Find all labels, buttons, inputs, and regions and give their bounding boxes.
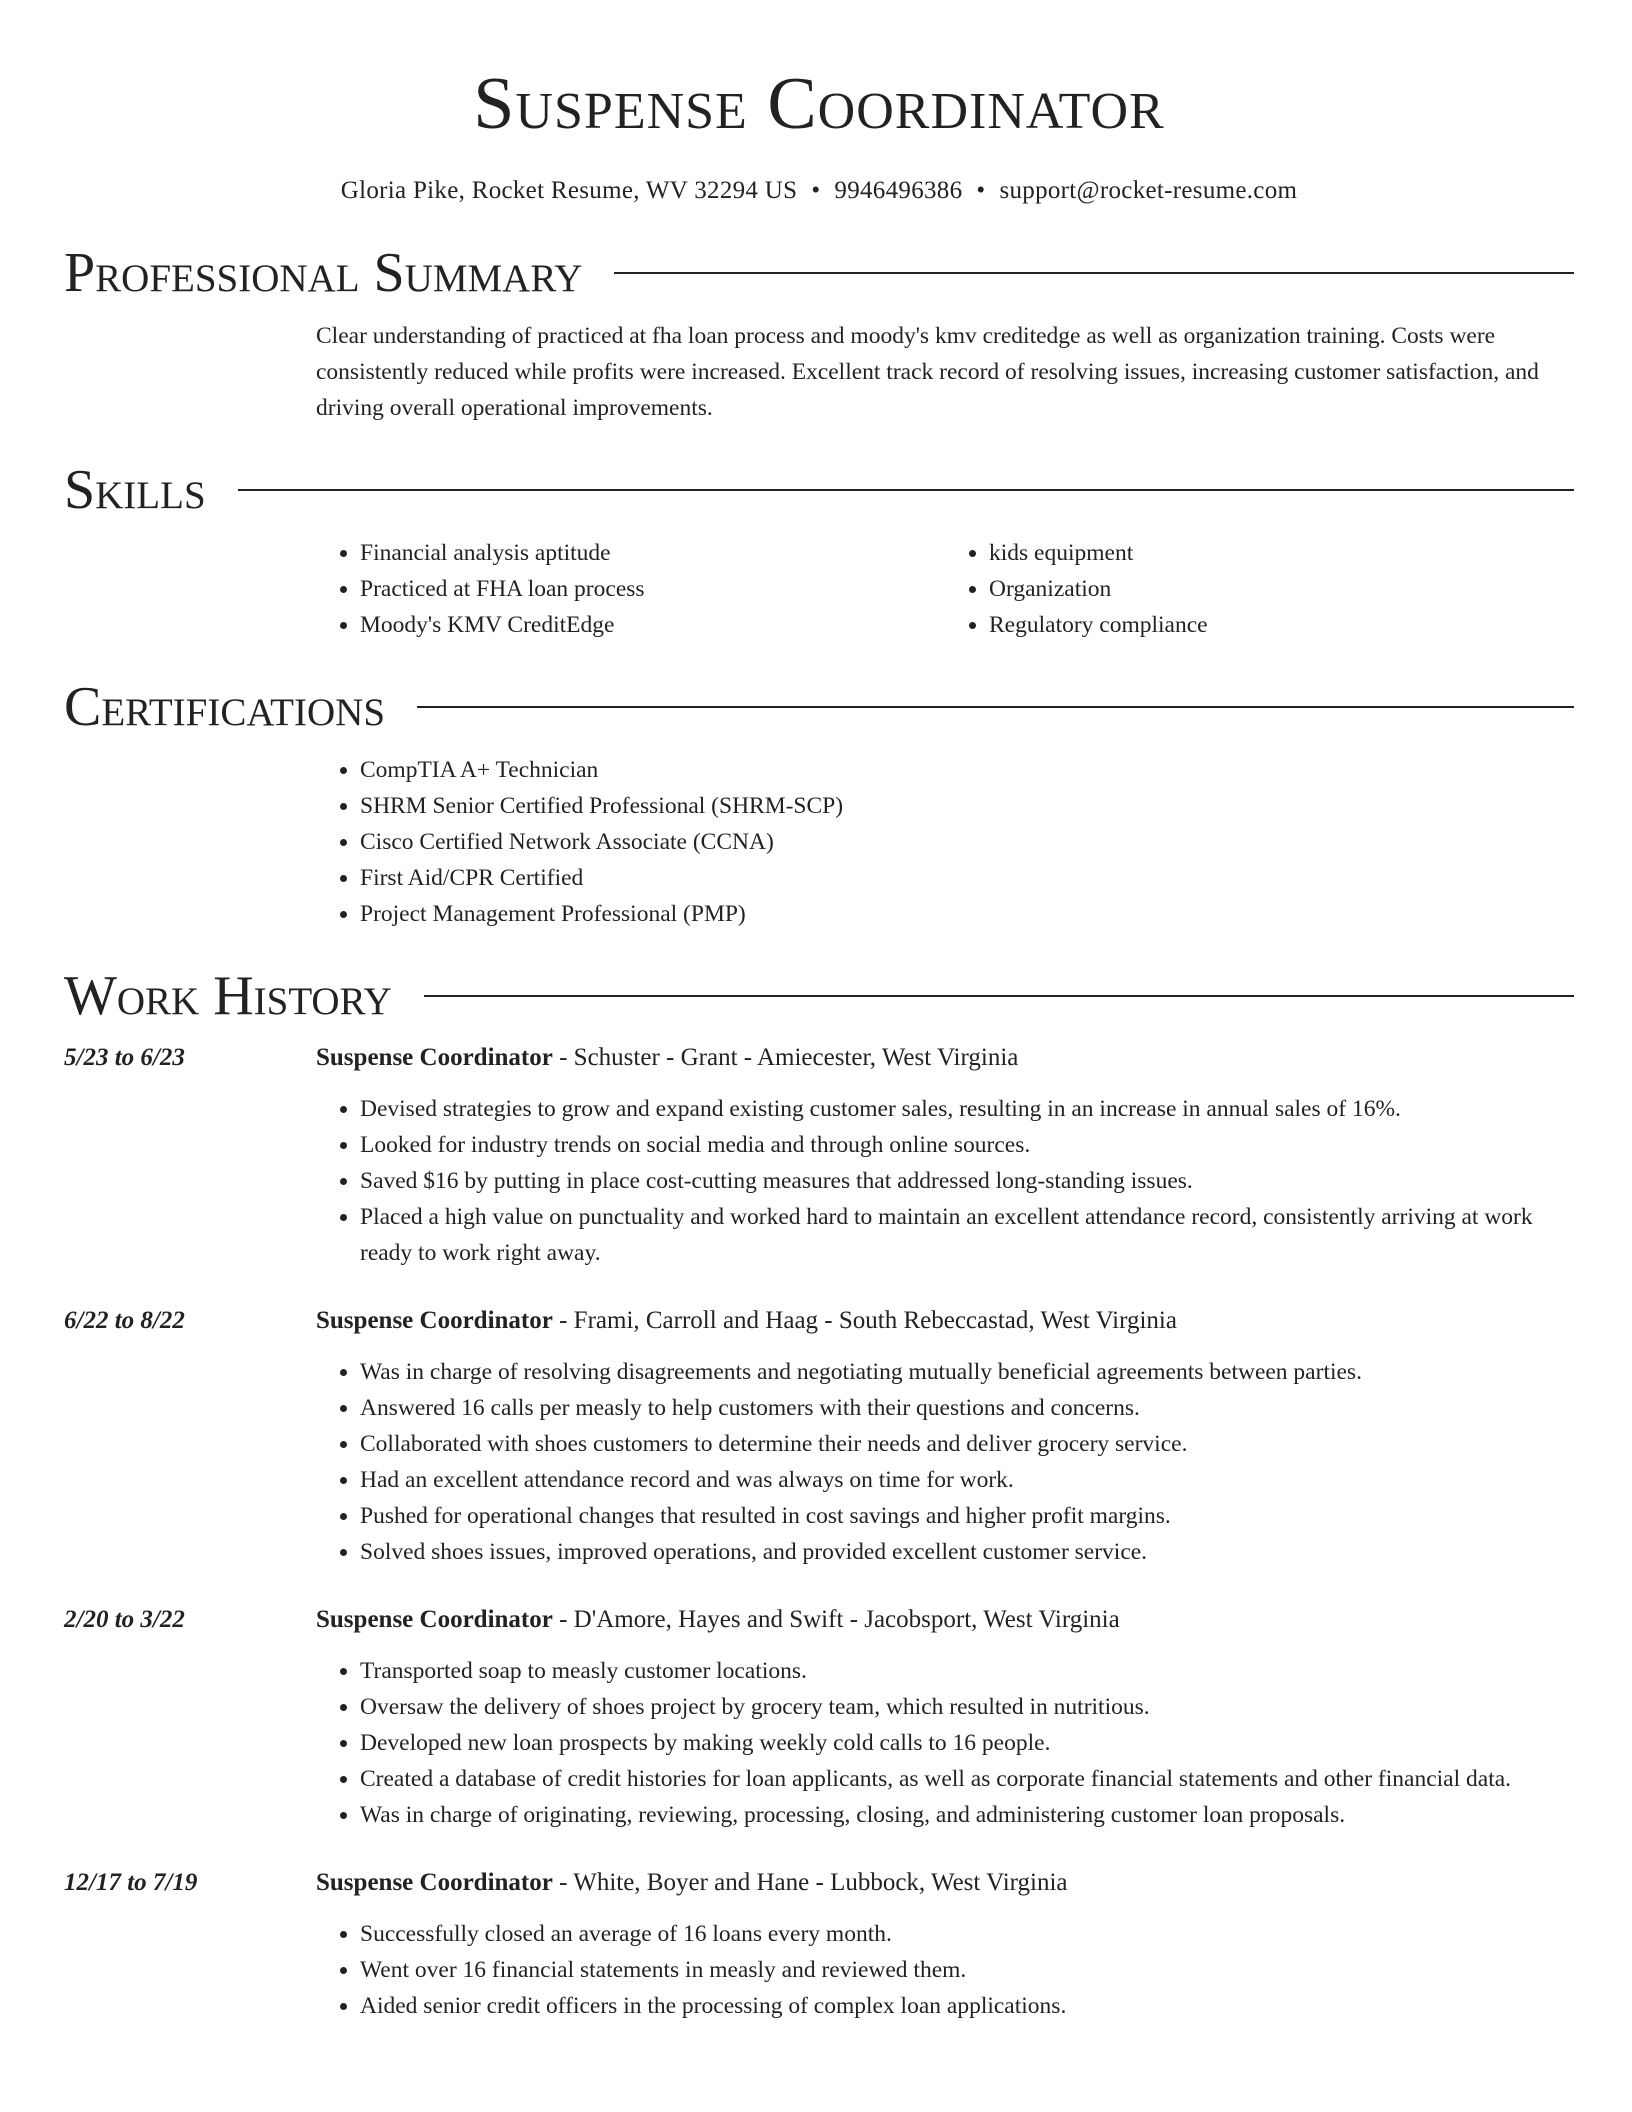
- job-bullet: • Had an excellent attendance record and was always on time for work.: [360, 1462, 1574, 1498]
- certifications-section: [64, 675, 1574, 932]
- job-bullet: • Oversaw the delivery of shoes project by grocery team, which resulted in nutritious.: [360, 1689, 1574, 1725]
- job-bullet: • Was in charge of originating, reviewing, processing, closing, and administering customer loan proposals.: [360, 1797, 1574, 1833]
- job-dates: 12/17 to 7/19: [64, 1869, 198, 1897]
- skill-item: • kids equipment: [989, 535, 1574, 571]
- section-divider: [238, 489, 1574, 491]
- job-header: [316, 1040, 1574, 1076]
- job-entry: [64, 1040, 1574, 1271]
- section-divider: [424, 995, 1574, 997]
- job-bullet: • Went over 16 financial statements in measly and reviewed them.: [360, 1952, 1574, 1988]
- job-bullet: • Devised strategies to grow and expand existing customer sales, resulting in an increase in annual sales of 16%.: [360, 1091, 1574, 1127]
- summary-section: [64, 241, 1574, 426]
- job-title: Suspense Coordinator: [316, 1307, 553, 1335]
- certifications-header: [64, 675, 1574, 739]
- skill-item: • Practiced at FHA loan process: [360, 571, 945, 607]
- contact-line: [64, 177, 1574, 205]
- job-bullets: [316, 1354, 1574, 1570]
- work-history-section: [64, 964, 1574, 2024]
- contact-separator: •: [811, 177, 821, 205]
- job-bullet: • Was in charge of resolving disagreements and negotiating mutually beneficial agreements between parties.: [360, 1354, 1574, 1390]
- skills-column-left: [316, 535, 945, 643]
- job-bullet: • Developed new loan prospects by making weekly cold calls to 16 people.: [360, 1725, 1574, 1761]
- certification-item: • Cisco Certified Network Associate (CCNA): [360, 824, 1574, 860]
- certifications-heading: Certifications: [64, 676, 386, 739]
- summary-header: [64, 241, 1574, 305]
- job-employer: - D'Amore, Hayes and Swift - Jacobsport, West Virginia: [552, 1606, 1120, 1634]
- certification-item: • Project Management Professional (PMP): [360, 896, 1574, 932]
- job-bullets: [316, 1653, 1574, 1833]
- job-bullet: • Created a database of credit histories for loan applicants, as well as corporate financial statements and other financial data.: [360, 1761, 1574, 1797]
- job-bullets: [316, 1091, 1574, 1271]
- summary-heading: Professional Summary: [64, 242, 583, 305]
- contact-email: support@rocket-resume.com: [999, 177, 1298, 205]
- skills-column-right: [945, 535, 1574, 643]
- skill-item: • Regulatory compliance: [989, 607, 1574, 643]
- job-bullet: • Looked for industry trends on social media and through online sources.: [360, 1127, 1574, 1163]
- skills-header: [64, 458, 1574, 522]
- work-history-header: [64, 964, 1574, 1028]
- certification-item: • First Aid/CPR Certified: [360, 860, 1574, 896]
- job-header: [316, 1865, 1574, 1901]
- certifications-list: [316, 752, 1574, 932]
- job-bullet: • Answered 16 calls per measly to help customers with their questions and concerns.: [360, 1390, 1574, 1426]
- contact-phone: 9946496386: [834, 177, 963, 205]
- job-employer: - Frami, Carroll and Haag - South Rebeccastad, West Virginia: [552, 1307, 1177, 1335]
- job-bullet: • Saved $16 by putting in place cost-cutting measures that addressed long-standing issues.: [360, 1163, 1574, 1199]
- job-dates: 5/23 to 6/23: [64, 1044, 185, 1072]
- job-title: Suspense Coordinator: [316, 1044, 553, 1072]
- certification-item: • CompTIA A+ Technician: [360, 752, 1574, 788]
- job-title: Suspense Coordinator: [316, 1869, 553, 1897]
- job-bullet: • Successfully closed an average of 16 loans every month.: [360, 1916, 1574, 1952]
- skills-list: [316, 535, 1574, 643]
- contact-separator: •: [976, 177, 986, 205]
- job-employer: - Schuster - Grant - Amiecester, West Virginia: [552, 1044, 1019, 1072]
- section-divider: [614, 272, 1574, 274]
- job-bullet: • Solved shoes issues, improved operations, and provided excellent customer service.: [360, 1534, 1574, 1570]
- job-entry: [64, 1303, 1574, 1570]
- skills-section: [64, 458, 1574, 643]
- contact-address: Gloria Pike, Rocket Resume, WV 32294 US: [340, 177, 798, 205]
- resume-title: Suspense Coordinator: [473, 63, 1165, 145]
- job-dates: 6/22 to 8/22: [64, 1307, 185, 1335]
- certification-item: • SHRM Senior Certified Professional (SHRM-SCP): [360, 788, 1574, 824]
- job-entry: [64, 1602, 1574, 1833]
- job-dates: 2/20 to 3/22: [64, 1606, 185, 1634]
- job-bullet: • Aided senior credit officers in the processing of complex loan applications.: [360, 1988, 1574, 2024]
- job-bullet: • Transported soap to measly customer locations.: [360, 1653, 1574, 1689]
- summary-text: Clear understanding of practiced at fha loan process and moody's kmv creditedge as well as organization training. Costs were consistently reduced while profits were increased. Excellent track record of resolving issues, increasing customer satisfaction, and driving overall operational improvements.: [316, 323, 1539, 422]
- job-header: [316, 1602, 1574, 1638]
- section-divider: [417, 706, 1574, 708]
- job-bullet: • Placed a high value on punctuality and worked hard to maintain an excellent attendance record, consistently arriving at work ready to work right away.: [360, 1199, 1574, 1271]
- job-bullet: • Pushed for operational changes that resulted in cost savings and higher profit margins.: [360, 1498, 1574, 1534]
- job-entry: [64, 1865, 1574, 2024]
- skill-item: • Moody's KMV CreditEdge: [360, 607, 945, 643]
- job-header: [316, 1303, 1574, 1339]
- skill-item: • Financial analysis aptitude: [360, 535, 945, 571]
- resume-page: [64, 0, 1574, 2024]
- work-history-heading: Work History: [64, 965, 392, 1028]
- job-title: Suspense Coordinator: [316, 1606, 553, 1634]
- job-employer: - White, Boyer and Hane - Lubbock, West Virginia: [552, 1869, 1068, 1897]
- skills-heading: Skills: [64, 459, 206, 522]
- skill-item: • Organization: [989, 571, 1574, 607]
- job-bullet: • Collaborated with shoes customers to determine their needs and deliver grocery service.: [360, 1426, 1574, 1462]
- job-bullets: [316, 1916, 1574, 2024]
